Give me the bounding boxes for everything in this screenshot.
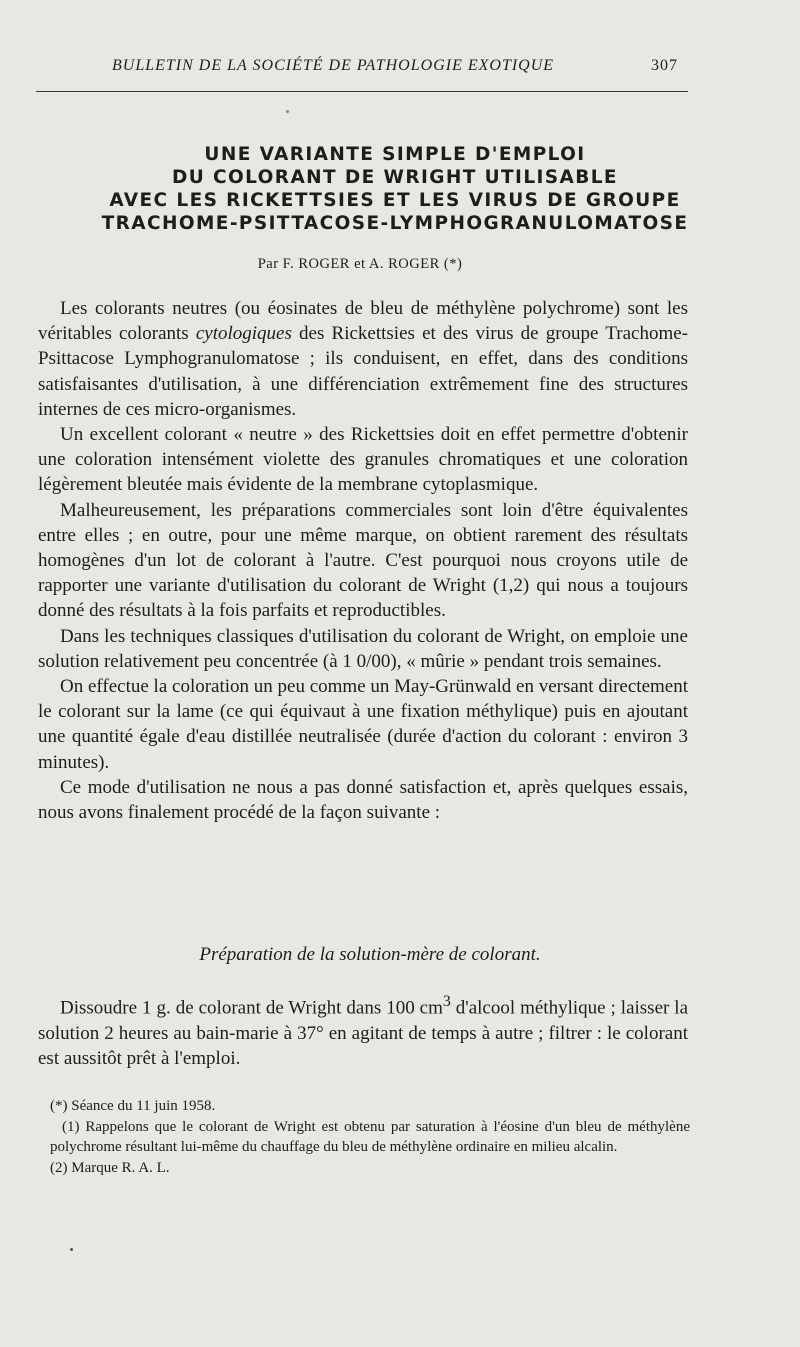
paragraph-4: Dans les techniques classiques d'utilisation du colorant de Wright, on emploie une solution relativement peu concentrée (à 1 0/00), « mûrie » pendant trois semaines. [38, 625, 688, 672]
footnote-3: (2) Marque R. A. L. [50, 1159, 170, 1176]
paragraph-text: Dissoudre 1 g. de colorant de Wright dans 100 cm [60, 997, 443, 1019]
running-title: BULLETIN DE LA SOCIÉTÉ DE PATHOLOGIE EXOTIQUE [112, 57, 555, 74]
paragraph-3: Malheureusement, les préparations commerciales sont loin d'être équivalentes entre elles ; en outre, pour une même marque, on obtient rarement des résultats homogènes d'un lot de colorant à l'autre. C'est pourquoi nous croyons utile de rapporter une variante d'utilisation du colorant de Wright (1,2) qui nous a toujours donné des résultats à la fois parfaits et reproductibles. [38, 499, 688, 622]
article-body [38, 296, 688, 825]
running-header [112, 57, 678, 75]
paragraph-5: On effectue la coloration un peu comme un May-Grünwald en versant directement le colorant sur la lame (ce qui équivaut à une fixation méthylique) puis en ajoutant une quantité égale d'eau distillée neutralisée (durée d'action du colorant : environ 3 minutes). [38, 676, 689, 773]
paragraph-text: d'alcool méthylique ; laisser la solution 2 heures au bain-marie à 37° en agitant de temps à autre ; filtrer : le colorant est aussitôt prêt à l'emploi. [38, 997, 689, 1069]
paragraph-text: Les colorants neutres (ou éosinates de bleu de méthylène polychrome) sont les véritables colorants [38, 298, 688, 345]
article-title [60, 143, 730, 235]
paragraph-text: des Rickettsies et des virus de groupe Trachome-Psittacose Lymphogranulomatose ; ils conduisent, en effet, dans des conditions satisfaisantes d'utilisation, à une différenciation extrêmement fine des structures internes de ces micro-organismes. [38, 323, 688, 420]
section-paragraph [38, 989, 688, 1071]
section-heading: Préparation de la solution-mère de colorant. [199, 944, 541, 965]
title-line: AVEC LES RICKETTSIES ET LES VIRUS DE GROUPE [109, 190, 681, 211]
section-body [38, 989, 688, 1071]
superscript: 3 [442, 993, 451, 1010]
title-line: DU COLORANT DE WRIGHT UTILISABLE [172, 167, 618, 188]
paragraph-2: Un excellent colorant « neutre » des Rickettsies doit en effet permettre d'obtenir une coloration intensément violette des granules chromatiques et une coloration légèrement bleutée mais évidente de la membrane cytoplasmique. [38, 424, 688, 496]
footnote-1: (*) Séance du 11 juin 1958. [50, 1098, 216, 1114]
footnotes [50, 1096, 690, 1178]
print-speck [70, 1248, 73, 1251]
paragraph-6: Ce mode d'utilisation ne nous a pas donné satisfaction et, après quelques essais, nous avons finalement procédé de la façon suivante : [38, 776, 688, 824]
footnote-2: (1) Rappelons que le colorant de Wright est obtenu par saturation à l'éosine d'un bleu de méthylène polychrome résultant lui-même du chauffage du bleu de méthylène ordinaire en milieu alcalin. [50, 1118, 690, 1155]
title-line: TRACHOME-PSITTACOSE-LYMPHOGRANULOMATOSE [101, 213, 689, 234]
emphasis-text: cytologiques [195, 323, 292, 345]
article-authors: Par F. ROGER et A. ROGER (*) [257, 256, 463, 272]
header-rule [36, 91, 688, 92]
title-line: UNE VARIANTE SIMPLE D'EMPLOI [204, 144, 586, 165]
page-number: 307 [651, 57, 678, 74]
paragraph-1 [38, 296, 688, 422]
print-speck [286, 110, 289, 113]
